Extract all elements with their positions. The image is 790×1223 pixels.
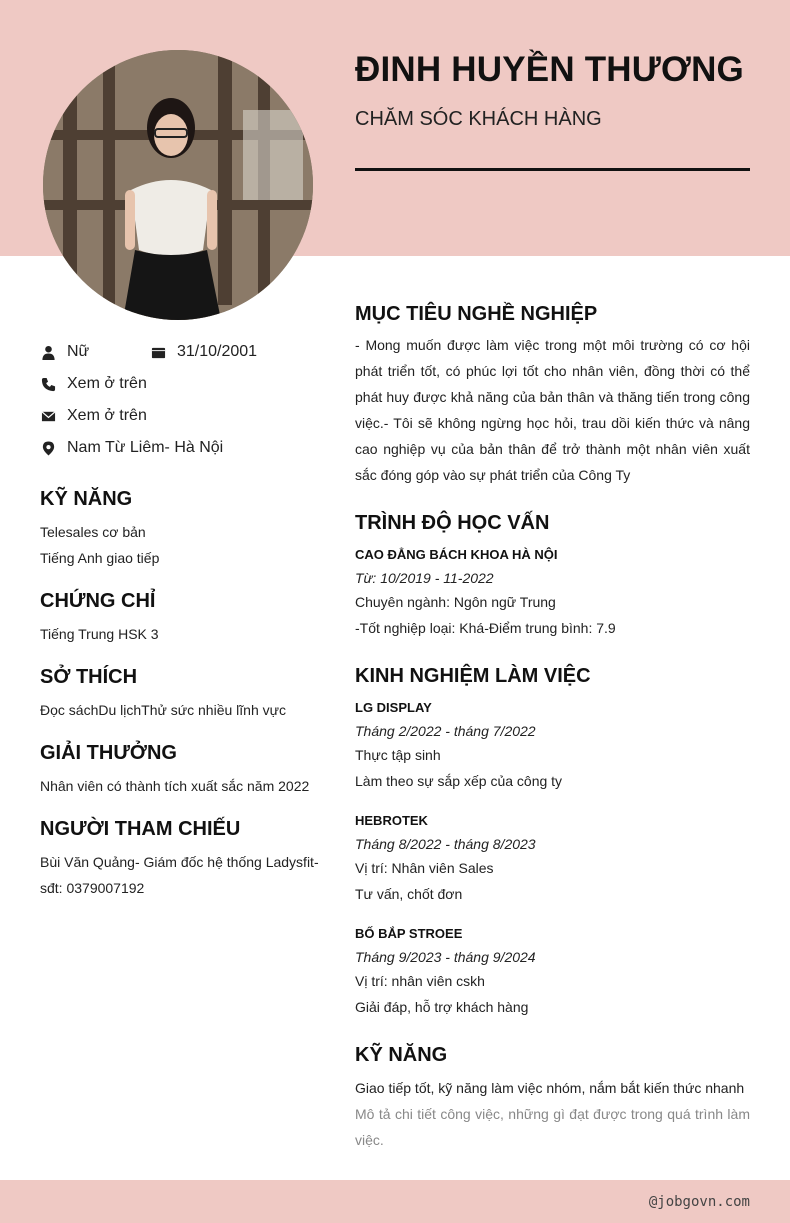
school-name: CAO ĐẲNG BÁCH KHOA HÀ NỘI [355, 547, 558, 562]
job-company: BỐ BẮP STROEE [355, 926, 463, 941]
skill-item: Telesales cơ bản [40, 524, 146, 540]
skills-right-heading: KỸ NĂNG [355, 1044, 448, 1066]
footer-watermark: @jobgovn.com [648, 1194, 750, 1210]
hobbies-heading: SỞ THÍCH [40, 666, 138, 688]
calendar-icon [150, 344, 166, 360]
title-divider [355, 168, 750, 171]
education-heading: TRÌNH ĐỘ HỌC VẤN [355, 512, 550, 534]
birthdate-row [150, 343, 257, 361]
hobby-item: Đọc sáchDu lịchThử sức nhiều lĩnh vực [40, 702, 286, 718]
job-period: Tháng 2/2022 - tháng 7/2022 [355, 723, 536, 739]
job-detail: Vị trí: nhân viên cskh [355, 973, 485, 989]
email-value: Xem ở trên [67, 407, 147, 424]
profile-photo [43, 50, 313, 320]
skills-heading: KỸ NĂNG [40, 488, 133, 510]
education-major: Chuyên ngành: Ngôn ngữ Trung [355, 594, 556, 610]
location-icon [40, 440, 56, 456]
experience-heading: KINH NGHIỆM LÀM VIỆC [355, 665, 591, 687]
job-detail: Vị trí: Nhân viên Sales [355, 860, 494, 876]
job-period: Tháng 9/2023 - tháng 9/2024 [355, 949, 536, 965]
reference-item: Bùi Văn Quảng- Giám đốc hệ thống Ladysfit- [40, 854, 319, 870]
certificate-item: Tiếng Trung HSK 3 [40, 626, 159, 642]
award-item: Nhân viên có thành tích xuất sắc năm 2022 [40, 778, 310, 794]
gender-value: Nữ [67, 343, 90, 360]
job-detail: Làm theo sự sắp xếp của công ty [355, 773, 563, 789]
candidate-name: ĐINH HUYỀN THƯƠNG [355, 50, 744, 89]
job-detail: Thực tập sinh [355, 747, 441, 763]
gender-row [40, 343, 89, 361]
candidate-position: CHĂM SÓC KHÁCH HÀNG [355, 108, 602, 130]
job-company: HEBROTEK [355, 813, 428, 828]
references-heading: NGƯỜI THAM CHIẾU [40, 818, 241, 840]
objective-text: - Mong muốn được làm việc trong một môi trường có cơ hội phát triển tốt, có phúc lợi tốt cho nhân viên, đồng thời có thể phát huy được khả năng của bản thân và thăng tiến trong công việc.- Tôi sẽ không ngừng học hỏi, trau dồi kiến thức và nâng cao nghiệp vụ của bản thân để trở thành một nhân viên xuất sắc đóng góp vào sự phát triển của Công Ty [355, 337, 750, 483]
job-detail: Giải đáp, hỗ trợ khách hàng [355, 999, 529, 1015]
reference-item: sđt: 0379007192 [40, 880, 145, 896]
job-detail: Tư vấn, chốt đơn [355, 886, 463, 902]
awards-heading: GIẢI THƯỞNG [40, 742, 177, 764]
skill-item: Tiếng Anh giao tiếp [40, 550, 160, 566]
person-icon [40, 344, 56, 360]
education-grade: -Tốt nghiệp loại: Khá-Điểm trung bình: 7.9 [355, 620, 616, 636]
job-company: LG DISPLAY [355, 700, 432, 715]
address-value: Nam Từ Liêm- Hà Nội [67, 439, 224, 456]
profile-photo-image [43, 50, 313, 320]
education-period: Từ: 10/2019 - 11-2022 [355, 570, 494, 586]
certificates-heading: CHỨNG CHỈ [40, 590, 156, 612]
birthdate-value: 31/10/2001 [177, 343, 258, 360]
phone-icon [40, 376, 56, 392]
job-period: Tháng 8/2022 - tháng 8/2023 [355, 836, 536, 852]
mail-icon [40, 408, 56, 424]
skills-right-placeholder: Mô tả chi tiết công việc, những gì đạt được trong quá trình làm việc. [355, 1106, 750, 1148]
objective-heading: MỤC TIÊU NGHỀ NGHIỆP [355, 303, 598, 325]
email-row [40, 407, 147, 425]
phone-value: Xem ở trên [67, 375, 147, 392]
phone-row [40, 375, 147, 393]
address-row [40, 439, 223, 457]
skills-right-text: Giao tiếp tốt, kỹ năng làm việc nhóm, nắm bắt kiến thức nhanh [355, 1080, 745, 1096]
